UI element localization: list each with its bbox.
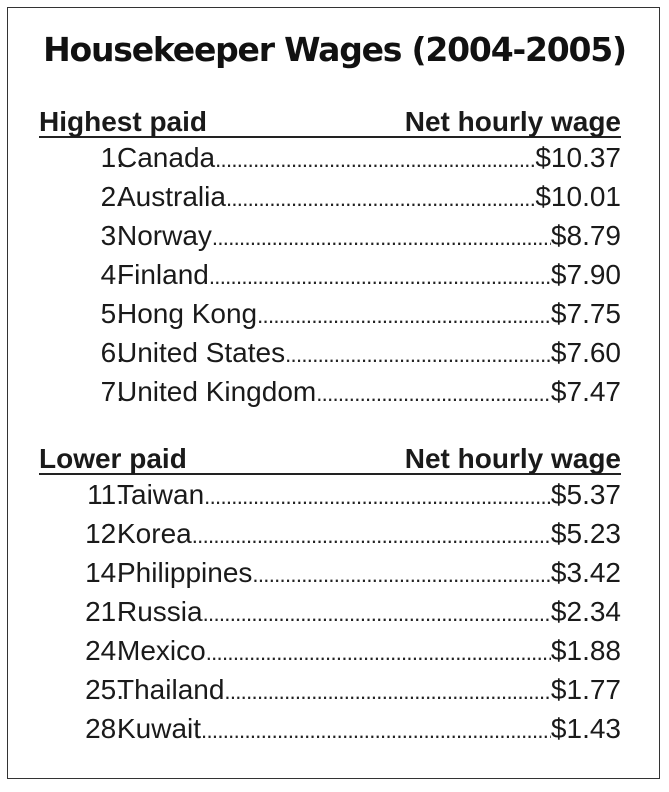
row-body <box>117 631 621 672</box>
dot-leader <box>209 257 551 296</box>
row-body <box>117 255 621 296</box>
rank-number: 3. <box>100 220 124 251</box>
rank-number: 2. <box>100 181 124 212</box>
wage-value: $7.60 <box>550 337 621 368</box>
country-name: Thailand <box>117 674 225 705</box>
country-name: Taiwan <box>117 479 205 510</box>
wage-value: $8.79 <box>550 220 621 251</box>
section-header <box>39 104 621 138</box>
ranking-row <box>39 255 621 294</box>
row-body <box>117 592 621 633</box>
wage-column-header: Net hourly wage <box>404 106 621 137</box>
row-body <box>117 294 621 335</box>
rank-number: 1. <box>100 142 124 173</box>
country-name: United States <box>117 337 286 368</box>
country-name: Philippines <box>117 557 253 588</box>
dot-leader <box>204 477 551 516</box>
country-name: Russia <box>117 596 203 627</box>
wage-column-header: Net hourly wage <box>404 443 621 474</box>
ranking-row <box>39 333 621 372</box>
country-name: Canada <box>117 142 216 173</box>
wage-value: $2.34 <box>550 596 621 627</box>
rank-number: 21. <box>85 596 124 627</box>
country-name: Kuwait <box>117 713 202 744</box>
wage-value: $5.37 <box>550 479 621 510</box>
dot-leader <box>224 672 551 711</box>
rank-number: 6. <box>100 337 124 368</box>
dot-leader <box>316 374 551 413</box>
wage-value: $10.37 <box>535 142 621 173</box>
dot-leader <box>203 594 551 633</box>
section-header <box>39 441 621 475</box>
dot-leader <box>226 179 535 218</box>
dot-leader <box>192 516 551 555</box>
figure-title: Housekeeper Wages (2004-2005) <box>43 30 626 69</box>
wage-value: $1.77 <box>550 674 621 705</box>
ranking-row <box>39 177 621 216</box>
country-name: Finland <box>117 259 209 290</box>
row-body <box>117 475 621 516</box>
country-name: Australia <box>117 181 226 212</box>
ranking-row <box>39 514 621 553</box>
country-name: Mexico <box>117 635 206 666</box>
section-lower-paid <box>39 441 621 748</box>
country-name: Hong Kong <box>117 298 258 329</box>
ranking-row <box>39 294 621 333</box>
row-body <box>117 216 621 257</box>
rank-number: 28. <box>85 713 124 744</box>
ranking-list <box>39 475 621 748</box>
dot-leader <box>257 296 551 335</box>
section-label: Lower paid <box>39 443 187 474</box>
section-label: Highest paid <box>39 106 208 137</box>
row-body <box>117 333 621 374</box>
dot-leader <box>201 711 551 750</box>
wage-value: $1.88 <box>550 635 621 666</box>
country-name: Norway <box>117 220 212 251</box>
rank-number: 5. <box>100 298 124 329</box>
row-body <box>117 709 621 750</box>
row-body <box>117 177 621 218</box>
ranking-row <box>39 553 621 592</box>
rank-number: 7. <box>100 376 124 407</box>
wage-value: $3.42 <box>550 557 621 588</box>
dot-leader <box>206 633 551 672</box>
rank-number: 12. <box>85 518 124 549</box>
wage-value: $7.90 <box>550 259 621 290</box>
wage-value: $5.23 <box>550 518 621 549</box>
rank-number: 4. <box>100 259 124 290</box>
row-body <box>117 138 621 179</box>
wage-value: $10.01 <box>535 181 621 212</box>
ranking-row <box>39 709 621 748</box>
row-body <box>117 514 621 555</box>
rank-number: 11. <box>87 479 124 510</box>
ranking-row <box>39 592 621 631</box>
ranking-row <box>39 216 621 255</box>
ranking-list <box>39 138 621 411</box>
rank-number: 24. <box>85 635 124 666</box>
wage-value: $1.43 <box>550 713 621 744</box>
dot-leader <box>285 335 551 374</box>
rank-number: 25. <box>85 674 124 705</box>
dot-leader <box>252 555 551 594</box>
ranking-row <box>39 138 621 177</box>
dot-leader <box>212 218 551 257</box>
wage-value: $7.75 <box>550 298 621 329</box>
ranking-row <box>39 372 621 411</box>
country-name: Korea <box>117 518 192 549</box>
ranking-row <box>39 631 621 670</box>
row-body <box>117 670 621 711</box>
section-highest-paid <box>39 104 621 411</box>
wage-value: $7.47 <box>550 376 621 407</box>
dot-leader <box>215 140 535 179</box>
ranking-row <box>39 670 621 709</box>
row-body <box>117 372 621 413</box>
country-name: United Kingdom <box>117 376 317 407</box>
ranking-row <box>39 475 621 514</box>
row-body <box>117 553 621 594</box>
rank-number: 14. <box>85 557 124 588</box>
